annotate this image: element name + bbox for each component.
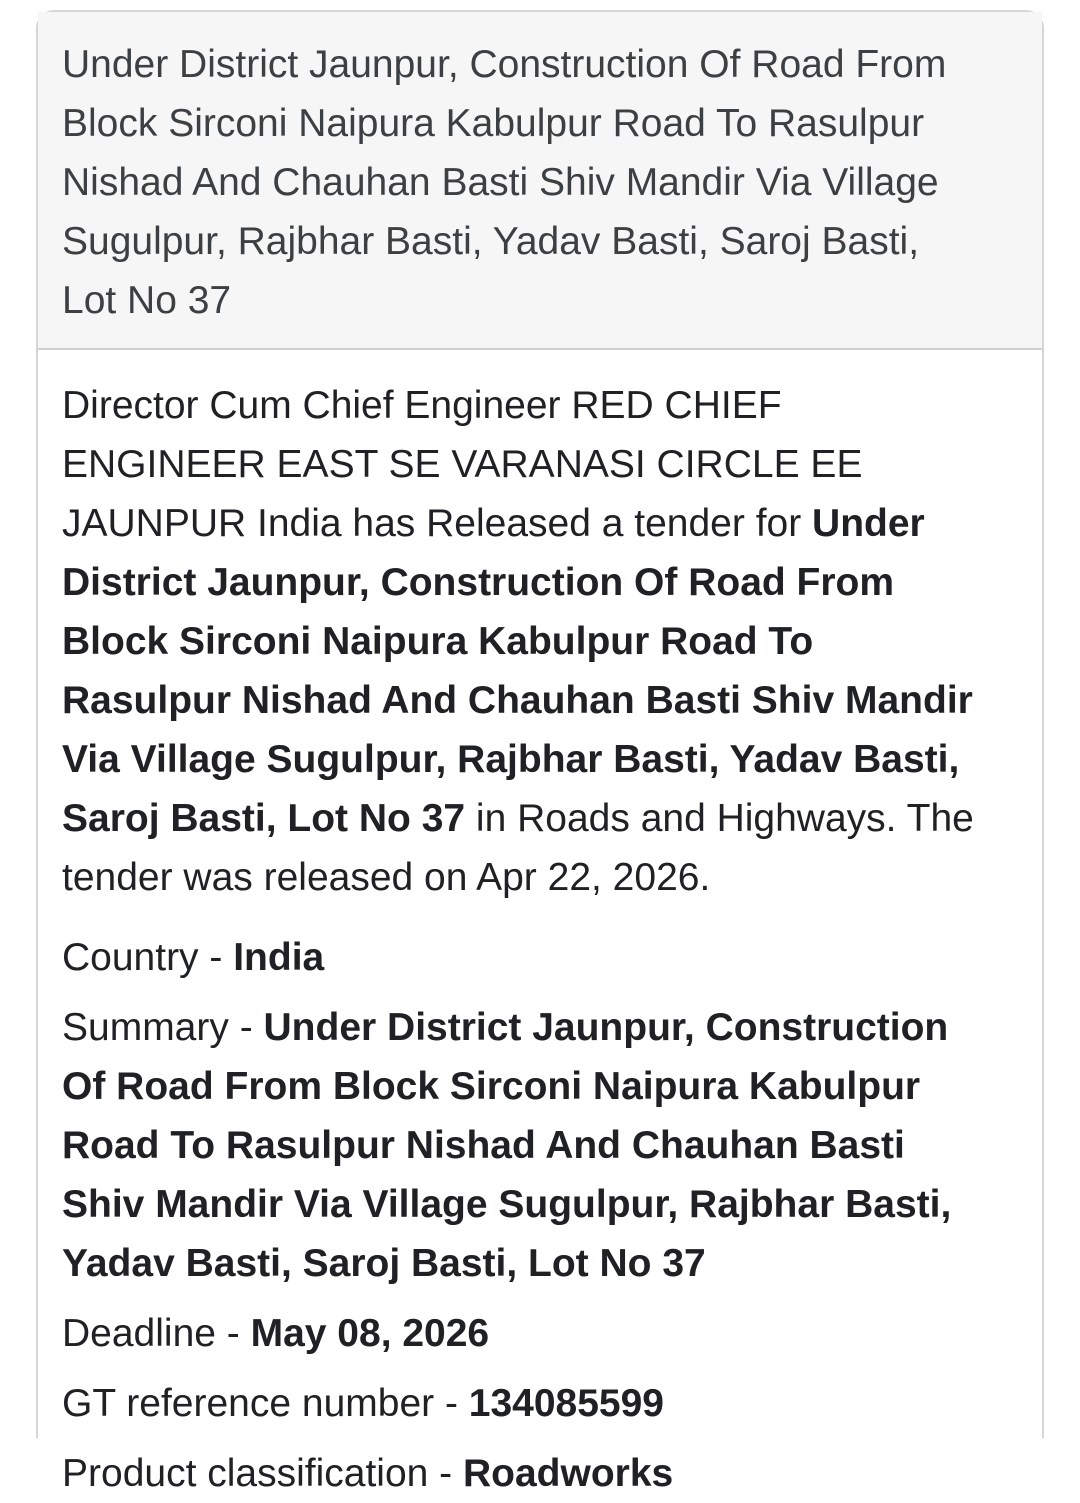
field-summary [62, 998, 982, 1293]
field-deadline [62, 1304, 982, 1363]
tender-title-header [38, 12, 1042, 350]
field-deadline-label: Deadline - [62, 1312, 251, 1355]
intro-prefix: Director Cum Chief Engineer RED CHIEF ENGINEER EAST SE VARANASI CIRCLE EE JAUNPUR India has Released a tender for [62, 384, 863, 545]
intro-tender-name: Under District Jaunpur, Construction Of Road From Block Sirconi Naipura Kabulpur Road To Rasulpur Nishad And Chauhan Basti Shiv Mandir Via Village Sugulpur, Rajbhar Basti, Yadav Basti, Saroj Basti, Lot No 37 [62, 502, 973, 840]
field-summary-label: Summary - [62, 1006, 264, 1049]
field-product-classification-value: Roadworks [463, 1452, 674, 1495]
field-gt-reference-number-value: 134085599 [468, 1382, 664, 1425]
tender-title: Under District Jaunpur, Construction Of Road From Block Sirconi Naipura Kabulpur Road To Rasulpur Nishad And Chauhan Basti Shiv Mandir Via Village Sugulpur, Rajbhar Basti, Yadav Basti, Saroj Basti, Lot No 37 [62, 43, 947, 322]
field-product-classification-label: Product classification - [62, 1452, 463, 1495]
field-deadline-value: May 08, 2026 [250, 1312, 490, 1355]
tender-intro-paragraph [62, 376, 982, 907]
intro-suffix: in Roads and Highways. The tender was released on Apr 22, 2026. [62, 797, 974, 899]
field-summary-value: Under District Jaunpur, Construction Of Road From Block Sirconi Naipura Kabulpur Road To Rasulpur Nishad And Chauhan Basti Shiv Mandir Via Village Sugulpur, Rajbhar Basti, Yadav Basti, Saroj Basti, Lot No 37 [62, 1006, 952, 1285]
tender-card [36, 10, 1044, 1495]
tender-details [38, 350, 1042, 1503]
field-gt-reference-number-label: GT reference number - [62, 1382, 469, 1425]
field-country-value: India [233, 936, 325, 979]
field-product-classification [62, 1444, 982, 1503]
field-country [62, 928, 982, 987]
field-gt-reference-number [62, 1374, 982, 1433]
field-country-label: Country - [62, 936, 234, 979]
